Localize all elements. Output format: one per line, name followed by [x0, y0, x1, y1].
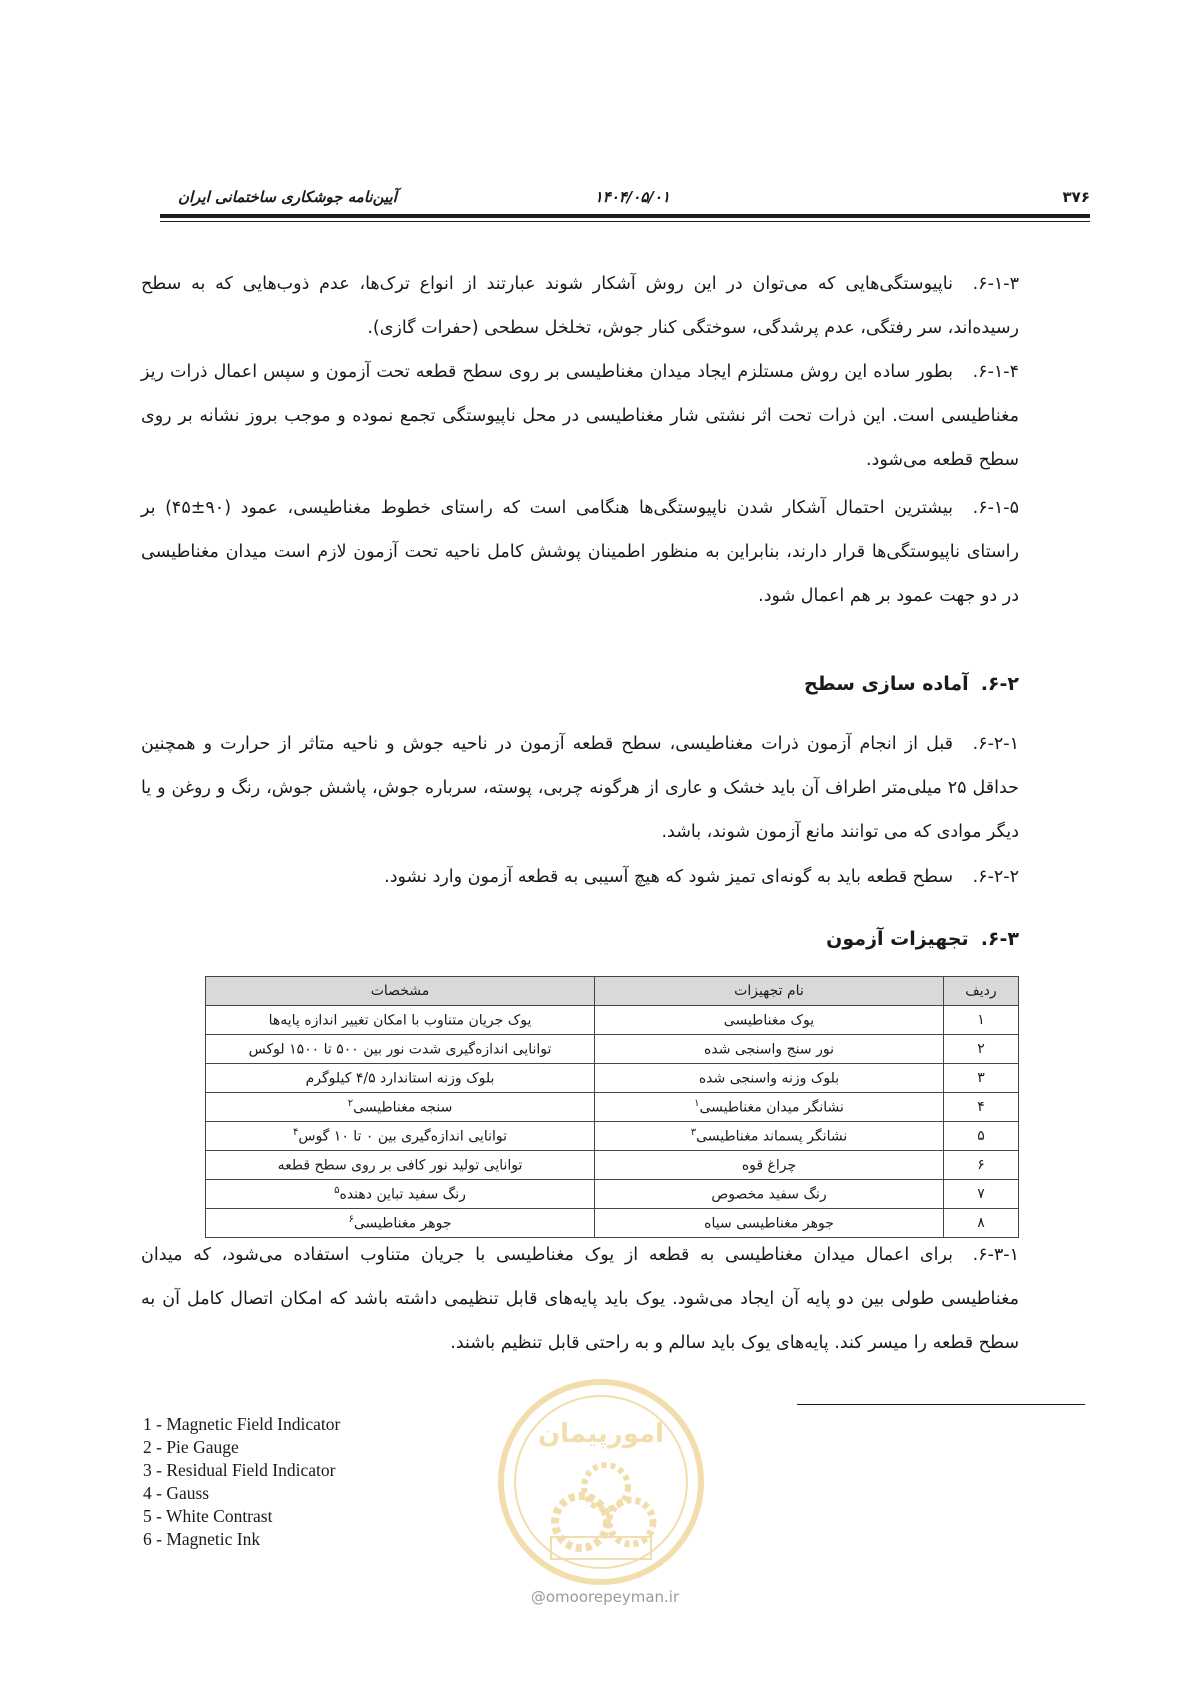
header-rule-thick [160, 214, 1090, 218]
footnote: 4 - Gauss [143, 1483, 210, 1503]
cell-equipment-name: نور سنج واسنجی شده [595, 1035, 944, 1064]
footnotes [143, 1413, 340, 1551]
cell-equipment-name: چراغ قوه [595, 1151, 944, 1180]
footnote: 1 - Magnetic Field Indicator [143, 1414, 341, 1434]
cell-equipment-name: یوک مغناطیسی [595, 1006, 944, 1035]
paragraph-6-2-2 [141, 855, 1019, 899]
section-heading-6-2 [141, 673, 1019, 695]
paragraph-text: برای اعمال میدان مغناطیسی به قطعه از یوک مغناطیسی با جریان متناوب استفاده می‌شود، که میدان مغناطیسی طولی بین دو پایه آن ایجاد می‌شود. یوک باید پایه‌های قابل تنظیمی داشته باشد که امکان اتصال کامل آن به سطح قطعه را میسر کند. پایه‌های یوک باید سالم و به راحتی قابل تنظیم باشند. [141, 1245, 1019, 1353]
footnote-ref: ۶ [348, 1214, 354, 1226]
footnote-ref: ۱ [694, 1098, 700, 1110]
table-row [206, 1151, 1019, 1180]
cell-specification: توانایی تولید نور کافی بر روی سطح قطعه [206, 1151, 595, 1180]
paragraph-number: ۶-۱-۵. [972, 498, 1020, 518]
column-header-specifications: مشخصات [206, 977, 595, 1006]
header-rule-thin [160, 221, 1090, 222]
cell-equipment-name: نشانگر پسماند مغناطیسی$^۳$ [595, 1122, 944, 1151]
section-number: ۶-۳. [980, 928, 1019, 950]
paragraph-number: ۶-۱-۳. [972, 274, 1019, 294]
paragraph-6-3-1 [141, 1233, 1019, 1365]
table-row [206, 1035, 1019, 1064]
cell-specification: بلوک وزنه استاندارد ۴/۵ کیلوگرم [206, 1064, 595, 1093]
paragraph-text: سطح قطعه باید به گونه‌ای تمیز شود که هیچ آسیبی به قطعه آزمون وارد نشود. [384, 867, 953, 887]
footnote-separator [797, 1404, 1085, 1405]
page-header [160, 186, 1090, 216]
cell-row-number: ۱ [944, 1006, 1019, 1035]
equipment-table [205, 976, 1019, 1238]
cell-row-number: ۲ [944, 1035, 1019, 1064]
footnote-ref: ۴ [292, 1127, 299, 1139]
section-heading-6-3 [141, 928, 1019, 950]
header-date: ۱۴۰۴/۰۵/۰۱ [594, 188, 670, 206]
cell-specification: توانایی اندازه‌گیری بین ۰ تا ۱۰ گوس$^۴$ [206, 1122, 595, 1151]
paragraph-number: ۶-۱-۴. [972, 362, 1019, 382]
cell-equipment-name: بلوک وزنه واسنجی شده [595, 1064, 944, 1093]
paragraph-6-1-4 [141, 350, 1019, 482]
section-number: ۶-۲. [980, 673, 1019, 695]
paragraph-text: بطور ساده این روش مستلزم ایجاد میدان مغناطیسی بر روی سطح قطعه تحت آزمون و سپس اعمال ذرات ریز مغناطیسی است. این ذرات تحت اثر نشتی شار مغناطیسی در محل ناپیوستگی تجمع نموده و موجب بروز نشانه بر روی سطح قطعه می‌شود. [141, 362, 1019, 470]
cell-specification: جوهر مغناطیسی$^۶$ [206, 1209, 595, 1238]
watermark-text: امورپیمان [537, 1419, 665, 1449]
section-title: آماده سازی سطح [804, 673, 969, 695]
paragraph-number: ۶-۲-۱. [972, 734, 1019, 754]
column-header-row-number: ردیف [944, 977, 1019, 1006]
cell-specification: سنجه مغناطیسی$^۲$ [206, 1093, 595, 1122]
footnote-ref: ۵ [334, 1185, 340, 1197]
footnote: 2 - Pie Gauge [143, 1437, 239, 1457]
paragraph-text: ناپیوستگی‌هایی که می‌توان در این روش آشکار شوند عبارتند از انواع ترک‌ها، عدم ذوب‌هایی که به سطح رسیده‌اند، سر رفتگی، عدم پرشدگی، سوختگی کنار جوش، تخلخل سطحی (حفرات گازی). [141, 274, 1019, 338]
footnote-ref: ۲ [347, 1098, 354, 1110]
paragraph-number: ۶-۲-۲. [972, 867, 1019, 887]
paragraph-text: قبل از انجام آزمون ذرات مغناطیسی، سطح قطعه آزمون در ناحیه جوش و ناحیه متاثر از حرارت و همچنین حداقل ۲۵ میلی‌متر اطراف آن باید خشک و عاری از هرگونه چربی، پوسته، سرباره جوش، پاشش جوش، رنگ و روغن و یا دیگر موادی که می توانند مانع آزمون شوند، باشد. [141, 734, 1019, 842]
watermark-seal-logo [491, 1372, 711, 1592]
cell-row-number: ۳ [944, 1064, 1019, 1093]
table-row [206, 1093, 1019, 1122]
cell-equipment-name: نشانگر میدان مغناطیسی$^۱$ [595, 1093, 944, 1122]
cell-row-number: ۷ [944, 1180, 1019, 1209]
footnote: 6 - Magnetic Ink [143, 1529, 261, 1549]
table-row [206, 1006, 1019, 1035]
section-title: تجهیزات آزمون [826, 928, 969, 950]
table-row [206, 1180, 1019, 1209]
cell-equipment-name: رنگ سفید مخصوص [595, 1180, 944, 1209]
cell-specification: توانایی اندازه‌گیری شدت نور بین ۵۰۰ تا ۱۵۰۰ لوکس [206, 1035, 595, 1064]
cell-row-number: ۶ [944, 1151, 1019, 1180]
table-row [206, 1122, 1019, 1151]
cell-equipment-name: جوهر مغناطیسی سیاه [595, 1209, 944, 1238]
footnote: 3 - Residual Field Indicator [143, 1460, 336, 1480]
cell-row-number: ۵ [944, 1122, 1019, 1151]
paragraph-text: بیشترین احتمال آشکار شدن ناپیوستگی‌ها هنگامی است که راستای خطوط مغناطیسی، عمود (۹۰±۴۵) بر راستای ناپیوستگی‌ها قرار دارند، بنابراین به منظور اطمینان پوشش کامل ناحیه تحت آزمون لازم است میدان مغناطیسی در دو جهت عمود بر هم اعمال شود. [141, 498, 1019, 606]
watermark-url: @omoorepeyman.ir [530, 1588, 680, 1606]
column-header-equipment-name: نام تجهیزات [595, 977, 944, 1006]
cell-row-number: ۸ [944, 1209, 1019, 1238]
paragraph-6-1-5 [141, 486, 1019, 618]
cell-specification: رنگ سفید تباین دهنده$^۵$ [206, 1180, 595, 1209]
header-title: آیین‌نامه جوشکاری ساختمانی ایران [178, 188, 397, 206]
table-header-row [206, 977, 1019, 1006]
paragraph-number: ۶-۳-۱. [972, 1245, 1019, 1265]
paragraph-6-1-3 [141, 262, 1019, 350]
page-number: ۳۷۶ [1062, 188, 1090, 206]
paragraph-6-2-1 [141, 722, 1019, 854]
cell-row-number: ۴ [944, 1093, 1019, 1122]
footnote: 5 - White Contrast [143, 1506, 273, 1526]
cell-specification: یوک جریان متناوب با امکان تغییر اندازه پایه‌ها [206, 1006, 595, 1035]
footnote-ref: ۳ [690, 1127, 697, 1139]
table-row [206, 1064, 1019, 1093]
